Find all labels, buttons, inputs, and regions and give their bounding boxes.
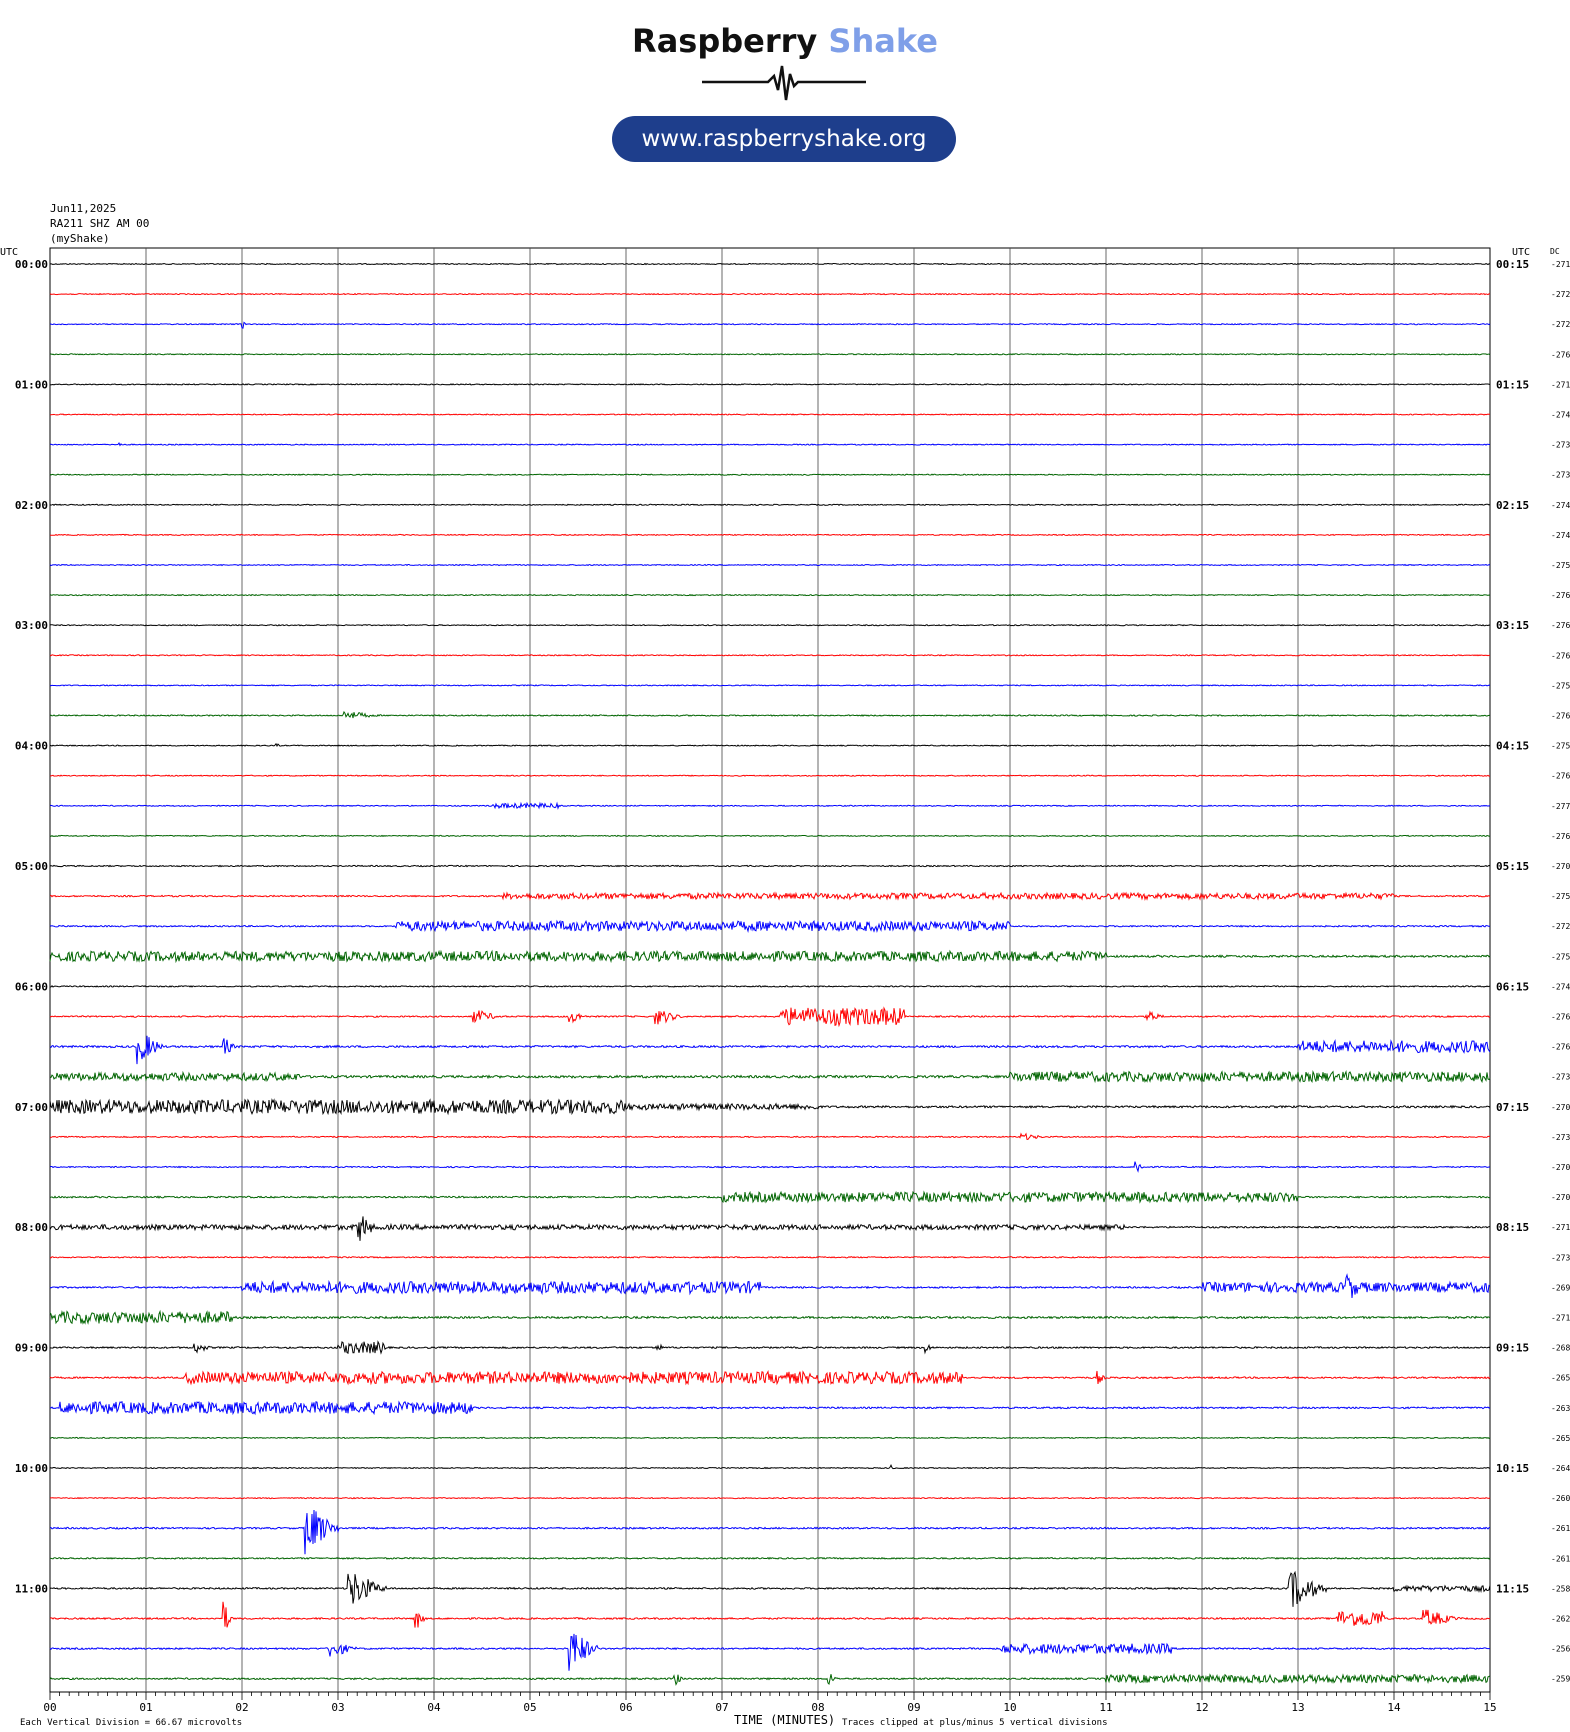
seismic-trace xyxy=(50,625,1490,626)
left-hour-label: 10:00 xyxy=(14,1462,48,1475)
right-hour-label: 02:15 xyxy=(1496,498,1530,512)
dc-value: -274 xyxy=(1551,982,1570,992)
seismic-trace xyxy=(50,655,1490,656)
seismic-trace xyxy=(50,1162,1490,1172)
right-hour-label: 09:15 xyxy=(1496,1341,1530,1355)
dc-value: -276 xyxy=(1551,831,1570,841)
website-url-link[interactable]: www.raspberryshake.org xyxy=(612,116,956,162)
seismic-trace xyxy=(50,775,1490,776)
seismic-trace xyxy=(50,803,1490,808)
right-hour-label: 06:15 xyxy=(1496,980,1530,994)
dc-value: -276 xyxy=(1551,350,1570,360)
x-tick-label: 12 xyxy=(1195,1701,1209,1714)
dc-value: -261 xyxy=(1551,1554,1570,1564)
x-tick-label: 03 xyxy=(331,1701,345,1714)
right-utc-label: UTC xyxy=(1512,247,1531,258)
header-date: Jun11,2025 xyxy=(50,202,117,215)
seismic-trace xyxy=(50,294,1490,295)
seismic-trace xyxy=(50,1192,1490,1202)
x-tick-label: 08 xyxy=(811,1701,825,1714)
seismic-trace xyxy=(50,443,1490,445)
seismic-trace xyxy=(50,1216,1490,1241)
dc-value: -276 xyxy=(1551,591,1570,601)
dc-value: -259 xyxy=(1551,1674,1570,1684)
dc-value: -273 xyxy=(1551,1132,1570,1142)
x-tick-label: 06 xyxy=(619,1701,633,1714)
dc-value: -275 xyxy=(1551,561,1570,570)
seismic-trace xyxy=(50,951,1490,961)
seismic-trace xyxy=(50,1312,1490,1324)
seismic-trace xyxy=(50,1510,1490,1554)
x-tick-label: 15 xyxy=(1483,1701,1497,1714)
right-hour-label: 08:15 xyxy=(1496,1221,1530,1235)
x-tick-label: 05 xyxy=(523,1701,537,1714)
seismic-trace xyxy=(50,474,1490,475)
x-tick-label: 01 xyxy=(139,1701,153,1714)
seismic-trace xyxy=(50,1634,1490,1671)
dc-value: -276 xyxy=(1551,651,1570,661)
dc-value: -272 xyxy=(1551,290,1570,300)
seismic-trace xyxy=(50,1498,1490,1499)
seismic-trace xyxy=(50,1275,1490,1298)
x-tick-label: 04 xyxy=(427,1701,441,1714)
left-hour-label: 09:00 xyxy=(14,1341,48,1355)
right-hour-label: 05:15 xyxy=(1496,860,1530,873)
dc-value: -256 xyxy=(1551,1644,1570,1654)
dc-value: -270 xyxy=(1551,1193,1570,1203)
left-hour-label: 06:00 xyxy=(14,980,48,994)
seismic-trace xyxy=(50,921,1490,931)
dc-value: -272 xyxy=(1551,922,1570,932)
seismic-trace xyxy=(50,1402,1490,1414)
dc-value: -261 xyxy=(1551,1524,1570,1534)
seismic-trace xyxy=(50,1371,1490,1384)
dc-value: -271 xyxy=(1551,260,1570,269)
x-tick-label: 02 xyxy=(235,1701,249,1714)
dc-value: -274 xyxy=(1551,500,1570,510)
dc-value: -276 xyxy=(1551,1042,1570,1052)
seismic-trace xyxy=(50,1134,1490,1140)
dc-value: -270 xyxy=(1551,862,1570,871)
right-hour-label: 10:15 xyxy=(1496,1462,1530,1475)
dc-value: -264 xyxy=(1551,1464,1570,1473)
seismic-trace xyxy=(50,1100,1490,1114)
left-hour-label: 07:00 xyxy=(14,1100,48,1114)
header-source: (myShake) xyxy=(50,232,110,245)
seismic-trace xyxy=(50,1257,1490,1258)
dc-value: -275 xyxy=(1551,952,1570,962)
left-hour-label: 08:00 xyxy=(14,1221,48,1235)
right-hour-label: 03:15 xyxy=(1496,619,1530,633)
dc-value: -274 xyxy=(1551,410,1570,420)
brand-part1: Raspberry xyxy=(632,22,818,60)
seismic-trace xyxy=(50,835,1490,836)
x-tick-label: 00 xyxy=(43,1701,57,1714)
seismic-trace xyxy=(50,1602,1490,1628)
left-hour-label: 01:00 xyxy=(14,378,48,392)
dc-value: -271 xyxy=(1551,1223,1570,1233)
dc-value: -265 xyxy=(1551,1373,1570,1383)
dc-value: -275 xyxy=(1551,741,1570,751)
clip-note: Traces clipped at plus/minus 5 vertical divisions xyxy=(842,1718,1108,1728)
seismic-trace xyxy=(50,1674,1490,1684)
dc-value: -273 xyxy=(1551,440,1570,450)
seismic-trace xyxy=(50,534,1490,535)
left-hour-label: 05:00 xyxy=(14,860,48,873)
dc-value: -260 xyxy=(1551,1494,1570,1504)
dc-value: -268 xyxy=(1551,1343,1570,1353)
dc-value: -271 xyxy=(1551,1313,1570,1323)
dc-value: -270 xyxy=(1551,1102,1570,1112)
dc-value: -274 xyxy=(1551,530,1570,540)
dc-value: -272 xyxy=(1551,320,1570,330)
seismic-trace xyxy=(50,504,1490,505)
seismic-trace xyxy=(50,1008,1490,1026)
seismic-trace xyxy=(50,565,1490,566)
left-utc-label: UTC xyxy=(0,247,19,258)
right-hour-label: 04:15 xyxy=(1496,739,1530,753)
right-hour-label: 00:15 xyxy=(1496,258,1530,271)
dc-value: -276 xyxy=(1551,711,1570,721)
x-tick-label: 11 xyxy=(1099,1701,1113,1714)
left-hour-label: 11:00 xyxy=(14,1582,48,1596)
x-tick-label: 14 xyxy=(1387,1701,1401,1714)
brand-part2: Shake xyxy=(828,22,938,60)
dc-value: -271 xyxy=(1551,380,1570,390)
seismic-trace xyxy=(50,1437,1490,1438)
x-tick-label: 07 xyxy=(715,1701,729,1714)
x-tick-label: 10 xyxy=(1003,1701,1017,1714)
x-tick-label: 13 xyxy=(1291,1701,1305,1714)
dc-value: -276 xyxy=(1551,1012,1570,1022)
dc-value: -273 xyxy=(1551,1072,1570,1082)
dc-value: -258 xyxy=(1551,1584,1570,1594)
x-axis-label: TIME (MINUTES) xyxy=(734,1713,836,1727)
seismic-trace xyxy=(50,865,1490,866)
header-station: RA211 SHZ AM 00 xyxy=(50,217,150,230)
right-hour-label: 01:15 xyxy=(1496,378,1530,392)
seismic-trace xyxy=(50,1558,1490,1559)
seismic-trace xyxy=(50,685,1490,686)
dc-value: -276 xyxy=(1551,771,1570,781)
seismic-trace xyxy=(50,893,1490,899)
dc-value: -275 xyxy=(1551,681,1570,691)
seismic-trace xyxy=(50,1036,1490,1064)
seismic-trace xyxy=(50,322,1490,328)
x-tick-label: 09 xyxy=(907,1701,921,1714)
dc-value: -273 xyxy=(1551,470,1570,480)
dc-value: -275 xyxy=(1551,892,1570,902)
seismic-trace xyxy=(50,1465,1490,1468)
left-hour-label: 03:00 xyxy=(14,619,48,633)
dc-value: -262 xyxy=(1551,1614,1570,1624)
seismic-trace xyxy=(50,354,1490,355)
seismic-trace xyxy=(50,384,1490,385)
right-hour-label: 07:15 xyxy=(1496,1100,1530,1114)
seismic-trace xyxy=(50,1072,1490,1082)
seismic-trace xyxy=(50,595,1490,596)
right-hour-label: 11:15 xyxy=(1496,1582,1530,1596)
scale-note: Each Vertical Division = 66.67 microvolts xyxy=(20,1718,243,1728)
dc-value: -263 xyxy=(1551,1403,1570,1413)
dc-value: -277 xyxy=(1551,801,1570,811)
dc-value: -276 xyxy=(1551,621,1570,631)
dc-value: -270 xyxy=(1551,1163,1570,1172)
seismic-trace xyxy=(50,744,1490,746)
seismic-trace xyxy=(50,1572,1490,1607)
dc-value: -265 xyxy=(1551,1433,1570,1443)
seismic-trace xyxy=(50,414,1490,415)
dc-value: -273 xyxy=(1551,1253,1570,1263)
dc-value: -269 xyxy=(1551,1283,1570,1293)
seismic-trace xyxy=(50,712,1490,718)
seismic-trace xyxy=(50,986,1490,987)
left-hour-label: 04:00 xyxy=(14,739,48,753)
seismic-trace xyxy=(50,264,1490,265)
seismic-trace xyxy=(50,1342,1490,1354)
left-hour-label: 00:00 xyxy=(14,258,48,271)
left-hour-label: 02:00 xyxy=(14,498,48,512)
plot-frame xyxy=(50,248,1490,1692)
dc-label: DC xyxy=(1550,247,1560,256)
